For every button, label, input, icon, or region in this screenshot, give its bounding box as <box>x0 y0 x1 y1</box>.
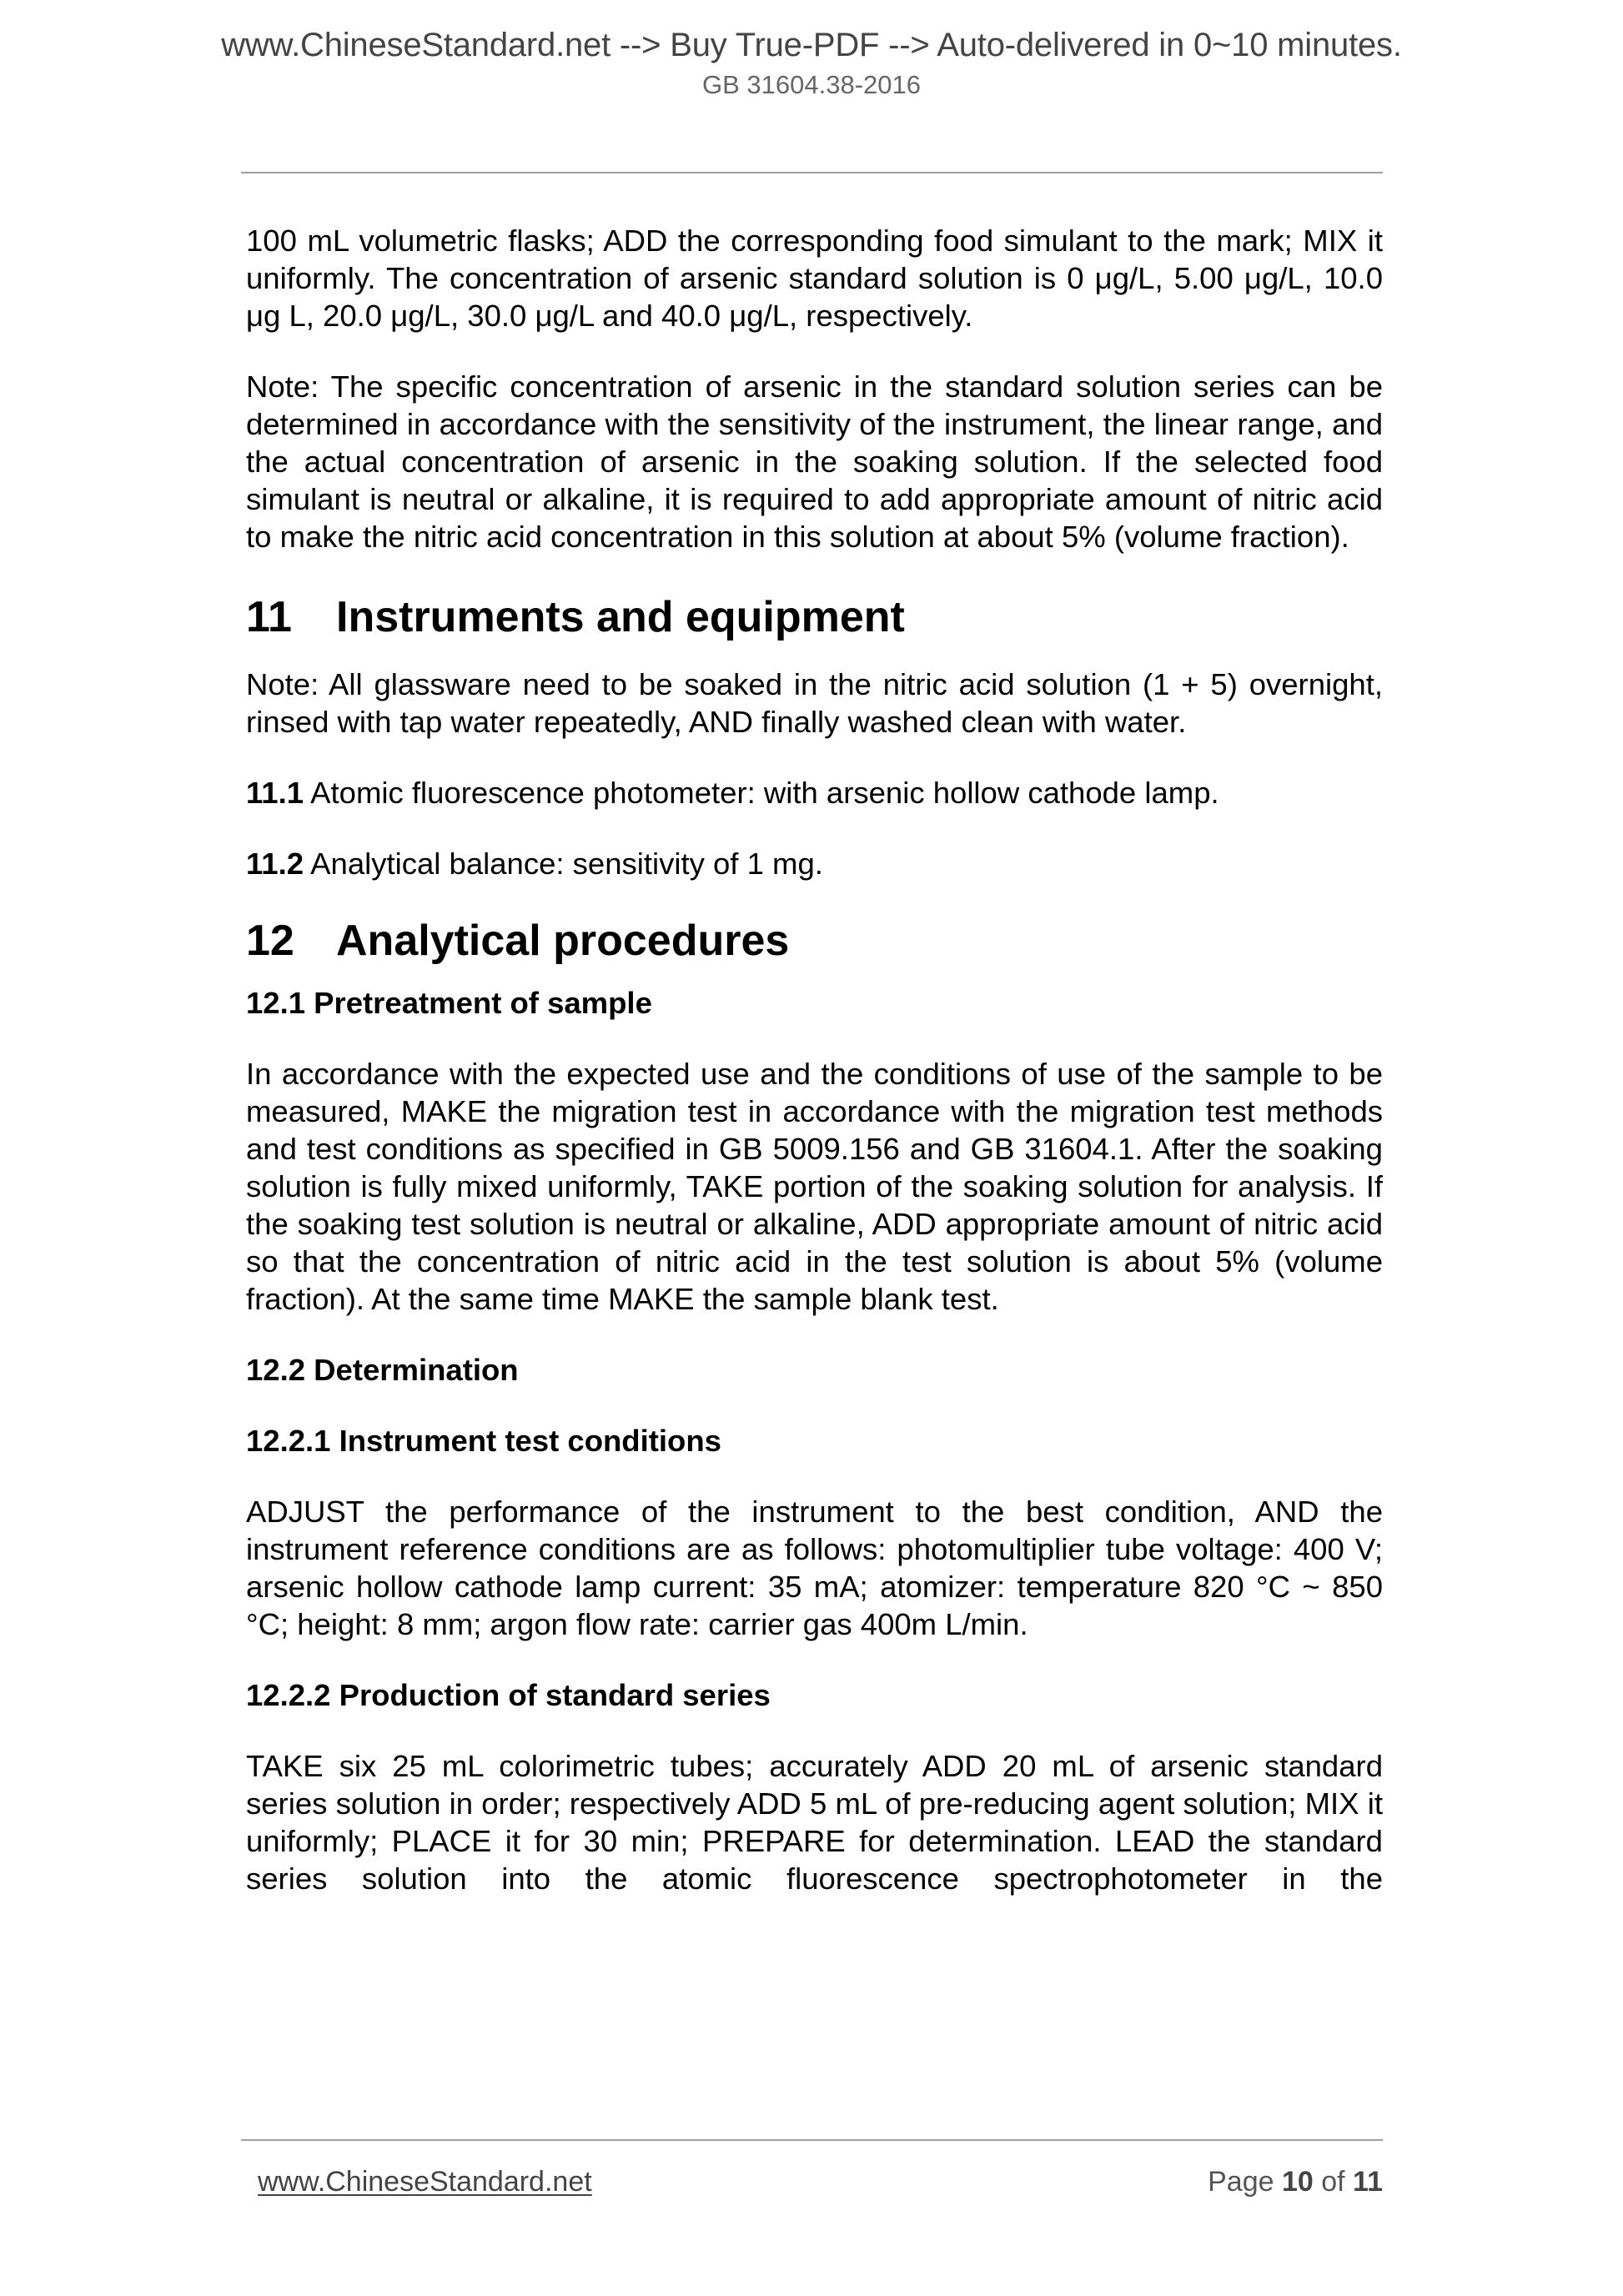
footer-website-link[interactable]: www.ChineseStandard.net <box>258 2166 592 2198</box>
subsection-12-2-heading: 12.2 Determination <box>246 1353 519 1387</box>
header-banner: www.ChineseStandard.net --> Buy True-PDF --> Auto-delivered in 0~10 minutes. <box>221 27 1402 63</box>
section-number: 12 <box>246 917 294 965</box>
section-11-heading <box>246 592 1383 642</box>
subsection-12-2-1-text: ADJUST the performance of the instrument to the best condition, AND the instrument reference conditions are as follows: photomultiplier tube voltage: 400 V; arsenic hollow cathode lamp current: 35 mA; atomizer: temperature 820 °C ~ 850 °C; height: 8 mm; argon flow rate: carrier gas 400m L/min. <box>246 1495 1383 1641</box>
page-header <box>0 23 1623 102</box>
subsection-12-2-1-heading: 12.2.1 Instrument test conditions <box>246 1424 721 1458</box>
page-content <box>246 222 1383 1897</box>
section-number: 11 <box>246 593 292 641</box>
clause-11-1 <box>246 774 1383 811</box>
subsection-12-1-heading: 12.1 Pretreatment of sample <box>246 986 652 1020</box>
page-prefix: Page <box>1208 2166 1282 2198</box>
clause-text: Atomic fluorescence photometer: with arsenic hollow cathode lamp. <box>310 776 1219 810</box>
footer-divider <box>241 2139 1383 2141</box>
clause-number: 11.1 <box>246 776 304 810</box>
subsection-12-2-2-heading: 12.2.2 Production of standard series <box>246 1678 771 1712</box>
section-12-heading <box>246 916 1383 966</box>
section-title: Analytical procedures <box>336 917 790 965</box>
section-title: Instruments and equipment <box>336 593 905 641</box>
section-11-note: Note: All glassware need to be soaked in the nitric acid solution (1 + 5) overnight, rinsed with tap water repeatedly, AND finally washed clean with water. <box>246 667 1383 739</box>
page-indicator <box>1208 2163 1383 2200</box>
clause-number: 11.2 <box>246 847 304 881</box>
clause-text: Analytical balance: sensitivity of 1 mg. <box>310 847 823 881</box>
page-separator: of <box>1313 2166 1354 2198</box>
header-divider <box>241 172 1383 173</box>
subsection-12-2-2-text: TAKE six 25 mL colorimetric tubes; accurately ADD 20 mL of arsenic standard series solution in order; respectively ADD 5 mL of pre-reducing agent solution; MIX it uniformly; PLACE it for 30 min; PREPARE for determination. LEAD the standard series solution into the atomic fluorescence spectrophotometer in the <box>246 1749 1383 1896</box>
page-current: 10 <box>1281 2166 1314 2198</box>
subsection-12-1-text: In accordance with the expected use and the conditions of use of the sample to be measured, MAKE the migration test in accordance with the migration test methods and test conditions as specified in GB 5009.156 and GB 31604.1. After the soaking solution is fully mixed uniformly, TAKE portion of the soaking solution for analysis. If the soaking test solution is neutral or alkaline, ADD appropriate amount of nitric acid so that the concentration of nitric acid in the test solution is about 5% (volume fraction). At the same time MAKE the sample blank test. <box>246 1057 1383 1316</box>
standard-number: GB 31604.38-2016 <box>702 70 921 99</box>
page-total: 11 <box>1353 2166 1383 2198</box>
intro-note: Note: The specific concentration of arsenic in the standard solution series can be determined in accordance with the sensitivity of the instrument, the linear range, and the actual concentration of arsenic in the soaking solution. If the selected food simulant is neutral or alkaline, it is required to add appropriate amount of nitric acid to make the nitric acid concentration in this solution at about 5% (volume fraction). <box>246 369 1383 554</box>
intro-paragraph: 100 mL volumetric flasks; ADD the corresponding food simulant to the mark; MIX it uniformly. The concentration of arsenic standard solution is 0 μg/L, 5.00 μg/L, 10.0 μg L, 20.0 μg/L, 30.0 μg/L and 40.0 μg/L, respectively. <box>246 224 1383 333</box>
clause-11-2 <box>246 845 1383 882</box>
